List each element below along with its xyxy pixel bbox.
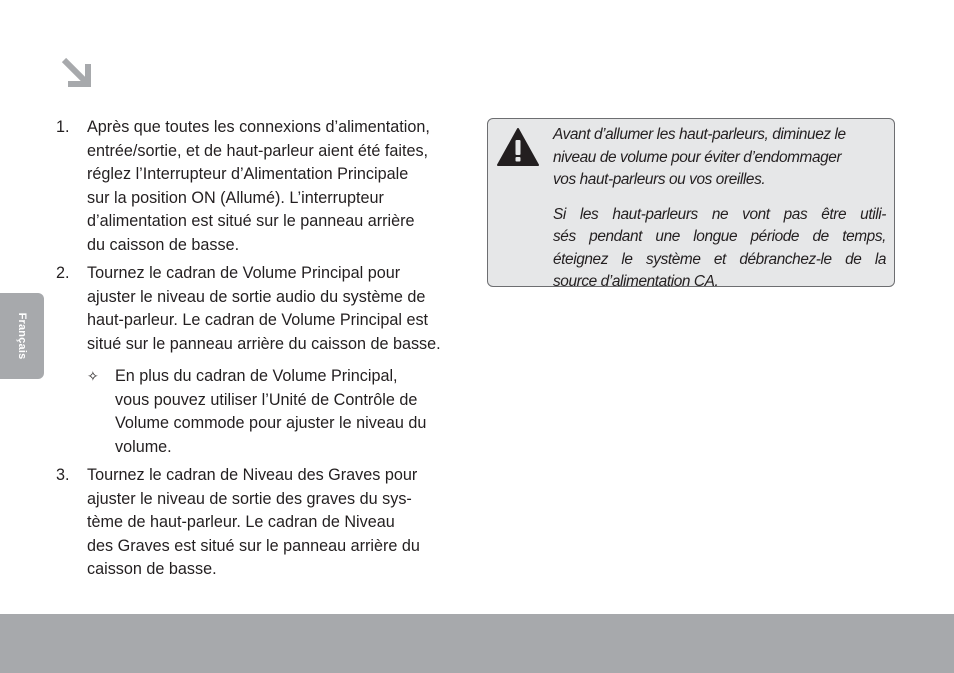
arrow-down-right-icon (58, 54, 96, 92)
instruction-list (56, 116, 468, 587)
text-line: d’alimentation est situé sur le panneau arrière (87, 212, 415, 230)
four-point-star-bullet-icon: ✧ (87, 368, 99, 384)
text-line: Après que toutes les connexions d’alimentation, (87, 118, 430, 136)
list-item-step-3 (56, 464, 468, 582)
text-line: réglez l’Interrupteur d’Alimentation Principale (87, 165, 409, 183)
text-line: ajuster le niveau de sortie des graves du sys- (87, 489, 412, 508)
text-line: source d’alimentation CA. (553, 273, 719, 290)
text-line: Si les haut-parleurs ne vont pas être utili- (553, 205, 886, 223)
text-line: situé sur le panneau arrière du caisson de basse. (87, 334, 441, 353)
list-item-step-2 (56, 262, 468, 459)
text-line: haut-parleur. Le cadran de Volume Principal est (87, 311, 429, 329)
text-line: des Graves est situé sur le panneau arrière du (87, 536, 420, 555)
warning-callout (487, 118, 895, 290)
text-line: vos haut-parleurs ou vos oreilles. (553, 171, 766, 188)
text-line: caisson de basse. (87, 560, 217, 578)
warning-paragraph-1 (553, 124, 886, 192)
language-side-tab (0, 293, 44, 379)
language-tab-label: Français (16, 312, 28, 360)
text-line: sur la position ON (Allumé). L’interrupteur (87, 188, 384, 207)
sub-bullet-text (115, 365, 468, 459)
step-text (87, 262, 468, 356)
warning-triangle-icon (496, 127, 540, 167)
sub-bullet-item (87, 365, 468, 459)
warning-paragraph-2 (553, 204, 886, 294)
text-line: sés pendant une longue période de temps, (553, 228, 886, 245)
step-text (87, 116, 468, 257)
text-line: du caisson de basse. (87, 235, 240, 254)
text-line: Volume commode pour ajuster le niveau du (115, 414, 427, 432)
step-text (87, 464, 468, 582)
text-line: éteignez le système et débranchez-le de la (553, 250, 886, 268)
text-line: tème de haut-parleur. Le cadran de Niveau (87, 513, 395, 531)
text-line: En plus du cadran de Volume Principal, (115, 367, 398, 385)
text-line: niveau de volume pour éviter d’endommager (553, 148, 842, 166)
step-number: 2. (56, 264, 70, 282)
text-line: volume. (115, 437, 172, 456)
text-line: entrée/sortie, et de haut-parleur aient été faites, (87, 141, 429, 160)
step-number: 3. (56, 466, 70, 484)
text-line: Tournez le cadran de Niveau des Graves pour (87, 466, 418, 484)
step-number: 1. (56, 118, 70, 136)
footer-bar (0, 614, 954, 673)
text-line: ajuster le niveau de sortie audio du système de (87, 287, 426, 306)
text-line: vous pouvez utiliser l’Unité de Contrôle de (115, 390, 418, 409)
text-line: Avant d’allumer les haut-parleurs, diminuez le (553, 126, 846, 143)
list-item-step-1 (56, 116, 468, 257)
warning-text (553, 124, 886, 294)
text-line: Tournez le cadran de Volume Principal pour (87, 264, 401, 282)
